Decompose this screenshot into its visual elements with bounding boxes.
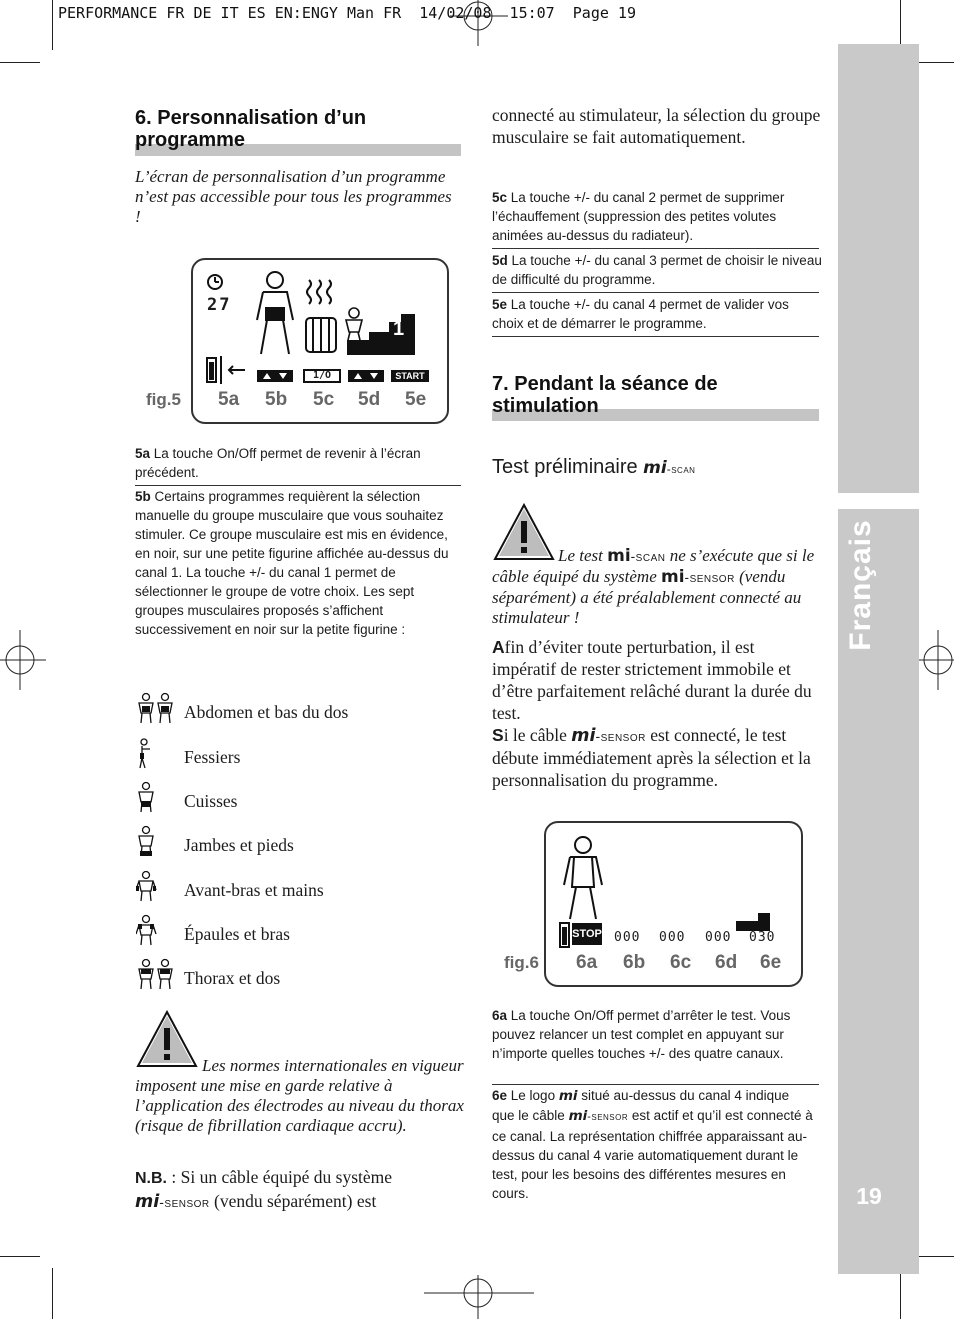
timer-value: 27 [207, 295, 232, 315]
crop-mark [52, 0, 53, 50]
note-5c: 5c La touche +/- du canal 2 permet de supprimer l’échauffement (suppression des petites volutes animées au-dessus du radiateur). [492, 190, 785, 243]
divider [492, 292, 819, 293]
paragraph-immobility: Afin d’éviter toute perturbation, il est impératif de rester strictement immobile et d’être parfaitement relâché durant la durée du test. [492, 637, 812, 723]
crop-mark [0, 1256, 40, 1257]
onoff-key-label: 1/O [312, 370, 332, 381]
crop-mark [0, 62, 40, 63]
clock-icon [208, 275, 222, 289]
key-label-5c: 5c [313, 389, 335, 410]
section-6-title: 6. Personnalisation d’un programme [135, 107, 367, 151]
figure-label: fig.6 [504, 953, 539, 972]
key-label-6d: 6d [715, 952, 738, 973]
print-slug: PERFORMANCE FR DE IT ES EN:ENGY Man FR 14/02/08 15:07 Page 19 [58, 4, 636, 22]
divider [492, 336, 819, 337]
level-value: 1 [393, 318, 405, 340]
channel-2-value: 000 [659, 930, 686, 945]
key-label-6e: 6e [760, 952, 782, 973]
stop-key-label: STOP [572, 928, 602, 940]
section-7-title: 7. Pendant la séance de stimulation [492, 373, 718, 417]
radiator-icon [306, 318, 336, 352]
channel-4-value: 030 [749, 930, 776, 945]
figure-icon [136, 781, 176, 815]
key-label-5a: 5a [218, 389, 240, 410]
divider [135, 485, 461, 486]
note-5d: 5d La touche +/- du canal 3 permet de choisir le niveau de difficulté du programme. [492, 253, 822, 287]
heat-volutes-icon [307, 280, 331, 304]
figure-icon [136, 870, 176, 904]
key-label-6a: 6a [576, 952, 598, 973]
start-key-label: START [395, 371, 425, 381]
back-arrow-icon [221, 356, 245, 384]
double-figure-icon [136, 692, 176, 726]
crop-mark [914, 62, 954, 63]
key-label-5e: 5e [405, 389, 427, 410]
key-label-6c: 6c [670, 952, 692, 973]
small-figure-icon [346, 308, 362, 340]
note-6a: 6a La touche On/Off permet d’arrêter le test. Vous pouvez relancer un test complet en appuyant sur n’importe quelles touches +/- des quatre canaux. [492, 1008, 791, 1061]
crop-mark [900, 0, 901, 50]
note-6e: 6e Le logo mi situé au-dessus du canal 4 indique que le câble mi-sensor est actif et qu’il est connecté à ce canal. La représentation chiffrée apparaissant au-dessus du canal 4 varie automatiquement durant le test, pour les besoins des différentes mesures en cours. [492, 1088, 813, 1201]
figure-label: fig.5 [146, 390, 181, 409]
key-label-6b: 6b [623, 952, 646, 973]
figure-icon [136, 825, 176, 859]
thorax-warning: Les normes internationales en vigueur imposent une mise en garde relative à l’application des électrodes au niveau du thorax (risque de fibrillation cardiaque accru). [135, 1056, 464, 1135]
registration-mark-left [0, 630, 46, 690]
paragraph-sensor: Si le câble mi-sensor est connecté, le test débute immédiatement après la sélection et la personnalisation du programme. [492, 725, 811, 790]
body-figure-icon [257, 272, 293, 354]
section-6-intro: L’écran de personnalisation d’un programme n’est pas accessible pour tous les programmes ! [135, 167, 452, 226]
continuation-paragraph: connecté au stimulateur, la sélection du groupe musculaire se fait automatiquement. [492, 105, 821, 147]
plus-minus-key-icon [257, 370, 293, 382]
key-label-5d: 5d [358, 389, 381, 410]
nb-paragraph: N.B. : Si un câble équipé du système mi-sensor (vendu séparément) est [135, 1167, 393, 1212]
mi-logo-icon [736, 913, 770, 931]
crop-mark [900, 1268, 901, 1319]
body-figure-icon [564, 837, 602, 919]
side-figure-icon [136, 737, 176, 771]
crop-mark [52, 1268, 53, 1319]
mi-scan-warning: Le test mi-scan ne s’exécute que si le câble équipé du système mi-sensor (vendu séparément) a été préalablement connecté au stimulateur ! [492, 546, 815, 627]
crop-mark [914, 1256, 954, 1257]
divider [492, 248, 819, 249]
key-label-5b: 5b [265, 389, 288, 410]
plus-minus-key-icon [348, 370, 384, 382]
channel-3-value: 000 [705, 930, 732, 945]
double-figure-icon [136, 958, 176, 992]
subheading-test: Test préliminaire mi-scan [492, 456, 696, 478]
registration-mark-bottom [424, 1275, 534, 1319]
note-5e: 5e La touche +/- du canal 4 permet de valider vos choix et de démarrer le programme. [492, 297, 789, 331]
note-5b: 5b Certains programmes requièrent la sélection manuelle du groupe musculaire que vous souhaitez stimuler. Ce groupe musculaire est mis en évidence, en noir, sur une petite figurine affichée au-dessus du canal 1. La touche +/- du canal 1 permet de sélectionner le groupe de votre choix. Les sept groupes musculaires proposés s’affichent successivement en noir sur la petite figurine : [135, 489, 449, 637]
language-label: Français [844, 519, 877, 651]
battery-icon [560, 923, 569, 947]
page-number: 19 [856, 1183, 882, 1209]
divider [492, 1084, 819, 1085]
note-5a: 5a La touche On/Off permet de revenir à l’écran précédent. [135, 446, 421, 480]
channel-1-value: 000 [614, 930, 641, 945]
battery-icon [207, 358, 216, 382]
figure-icon [136, 914, 176, 948]
